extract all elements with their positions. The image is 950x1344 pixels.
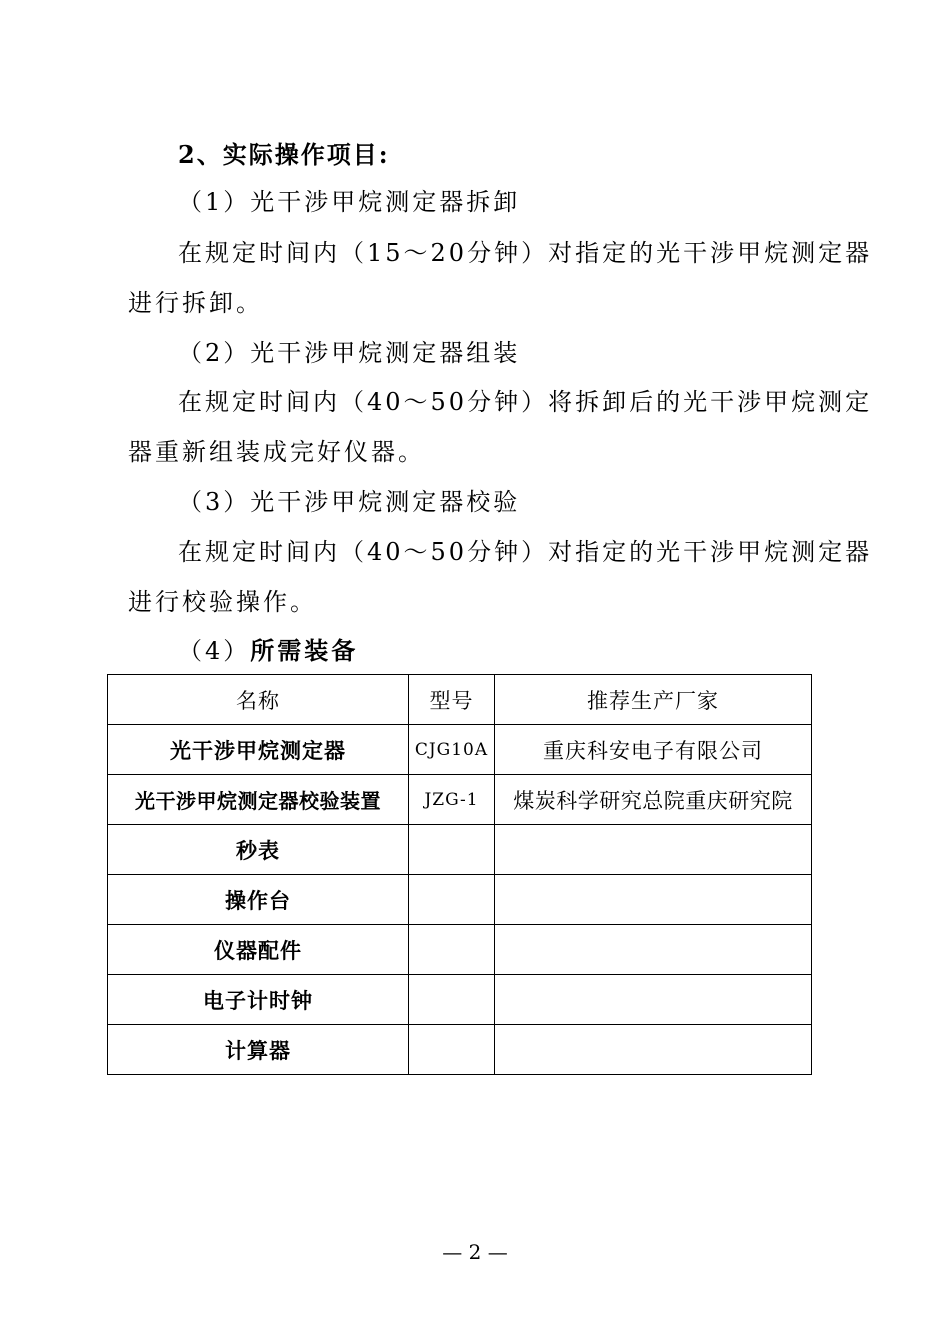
- item4-prefix: （4）: [178, 637, 251, 665]
- cell-maker: [495, 825, 812, 875]
- item2-body-line1: 在规定时间内（40～50分钟）将拆卸后的光干涉甲烷测定: [178, 388, 873, 416]
- item4-title: [178, 636, 358, 666]
- cell-name: 计算器: [108, 1025, 409, 1075]
- item3-body-line1: 在规定时间内（40～50分钟）对指定的光干涉甲烷测定器: [178, 538, 873, 566]
- table-row: [108, 875, 812, 925]
- cell-model: [409, 925, 495, 975]
- table-row: [108, 975, 812, 1025]
- header-name: 名称: [108, 675, 409, 725]
- item2-title: （2）光干涉甲烷测定器组装: [178, 339, 521, 367]
- table-row: [108, 925, 812, 975]
- cell-maker: 重庆科安电子有限公司: [495, 725, 812, 775]
- item2-body-line2: 器重新组装成完好仪器。: [128, 438, 425, 466]
- equipment-table: [107, 674, 812, 1075]
- item1-title: （1）光干涉甲烷测定器拆卸: [178, 188, 521, 216]
- cell-model: [409, 825, 495, 875]
- item3-title: （3）光干涉甲烷测定器校验: [178, 488, 521, 516]
- item1-body-line2: 进行拆卸。: [128, 289, 263, 317]
- header-maker: 推荐生产厂家: [495, 675, 812, 725]
- cell-maker: [495, 975, 812, 1025]
- cell-maker: [495, 925, 812, 975]
- cell-name: 电子计时钟: [108, 975, 409, 1025]
- item4-title-text: 所需装备: [250, 636, 359, 665]
- cell-maker: [495, 1025, 812, 1075]
- cell-name: 秒表: [108, 825, 409, 875]
- table-row: [108, 825, 812, 875]
- cell-name: 光干涉甲烷测定器: [108, 725, 409, 775]
- table-row: [108, 1025, 812, 1075]
- cell-maker: [495, 875, 812, 925]
- table-row: [108, 725, 812, 775]
- item1-body-line1: 在规定时间内（15～20分钟）对指定的光干涉甲烷测定器: [178, 239, 873, 267]
- cell-model: [409, 1025, 495, 1075]
- cell-name: 光干涉甲烷测定器校验装置: [108, 775, 409, 825]
- cell-model: [409, 875, 495, 925]
- table-header-row: [108, 675, 812, 725]
- table-row: [108, 775, 812, 825]
- cell-name: 操作台: [108, 875, 409, 925]
- cell-model: [409, 975, 495, 1025]
- cell-model: JZG-1: [409, 775, 495, 825]
- cell-model: CJG10A: [409, 725, 495, 775]
- page-number: — 2 —: [442, 1240, 508, 1264]
- item3-body-line2: 进行校验操作。: [128, 588, 317, 616]
- header-model: 型号: [409, 675, 495, 725]
- cell-name: 仪器配件: [108, 925, 409, 975]
- section-heading: 2、实际操作项目:: [178, 140, 390, 169]
- cell-maker: 煤炭科学研究总院重庆研究院: [495, 775, 812, 825]
